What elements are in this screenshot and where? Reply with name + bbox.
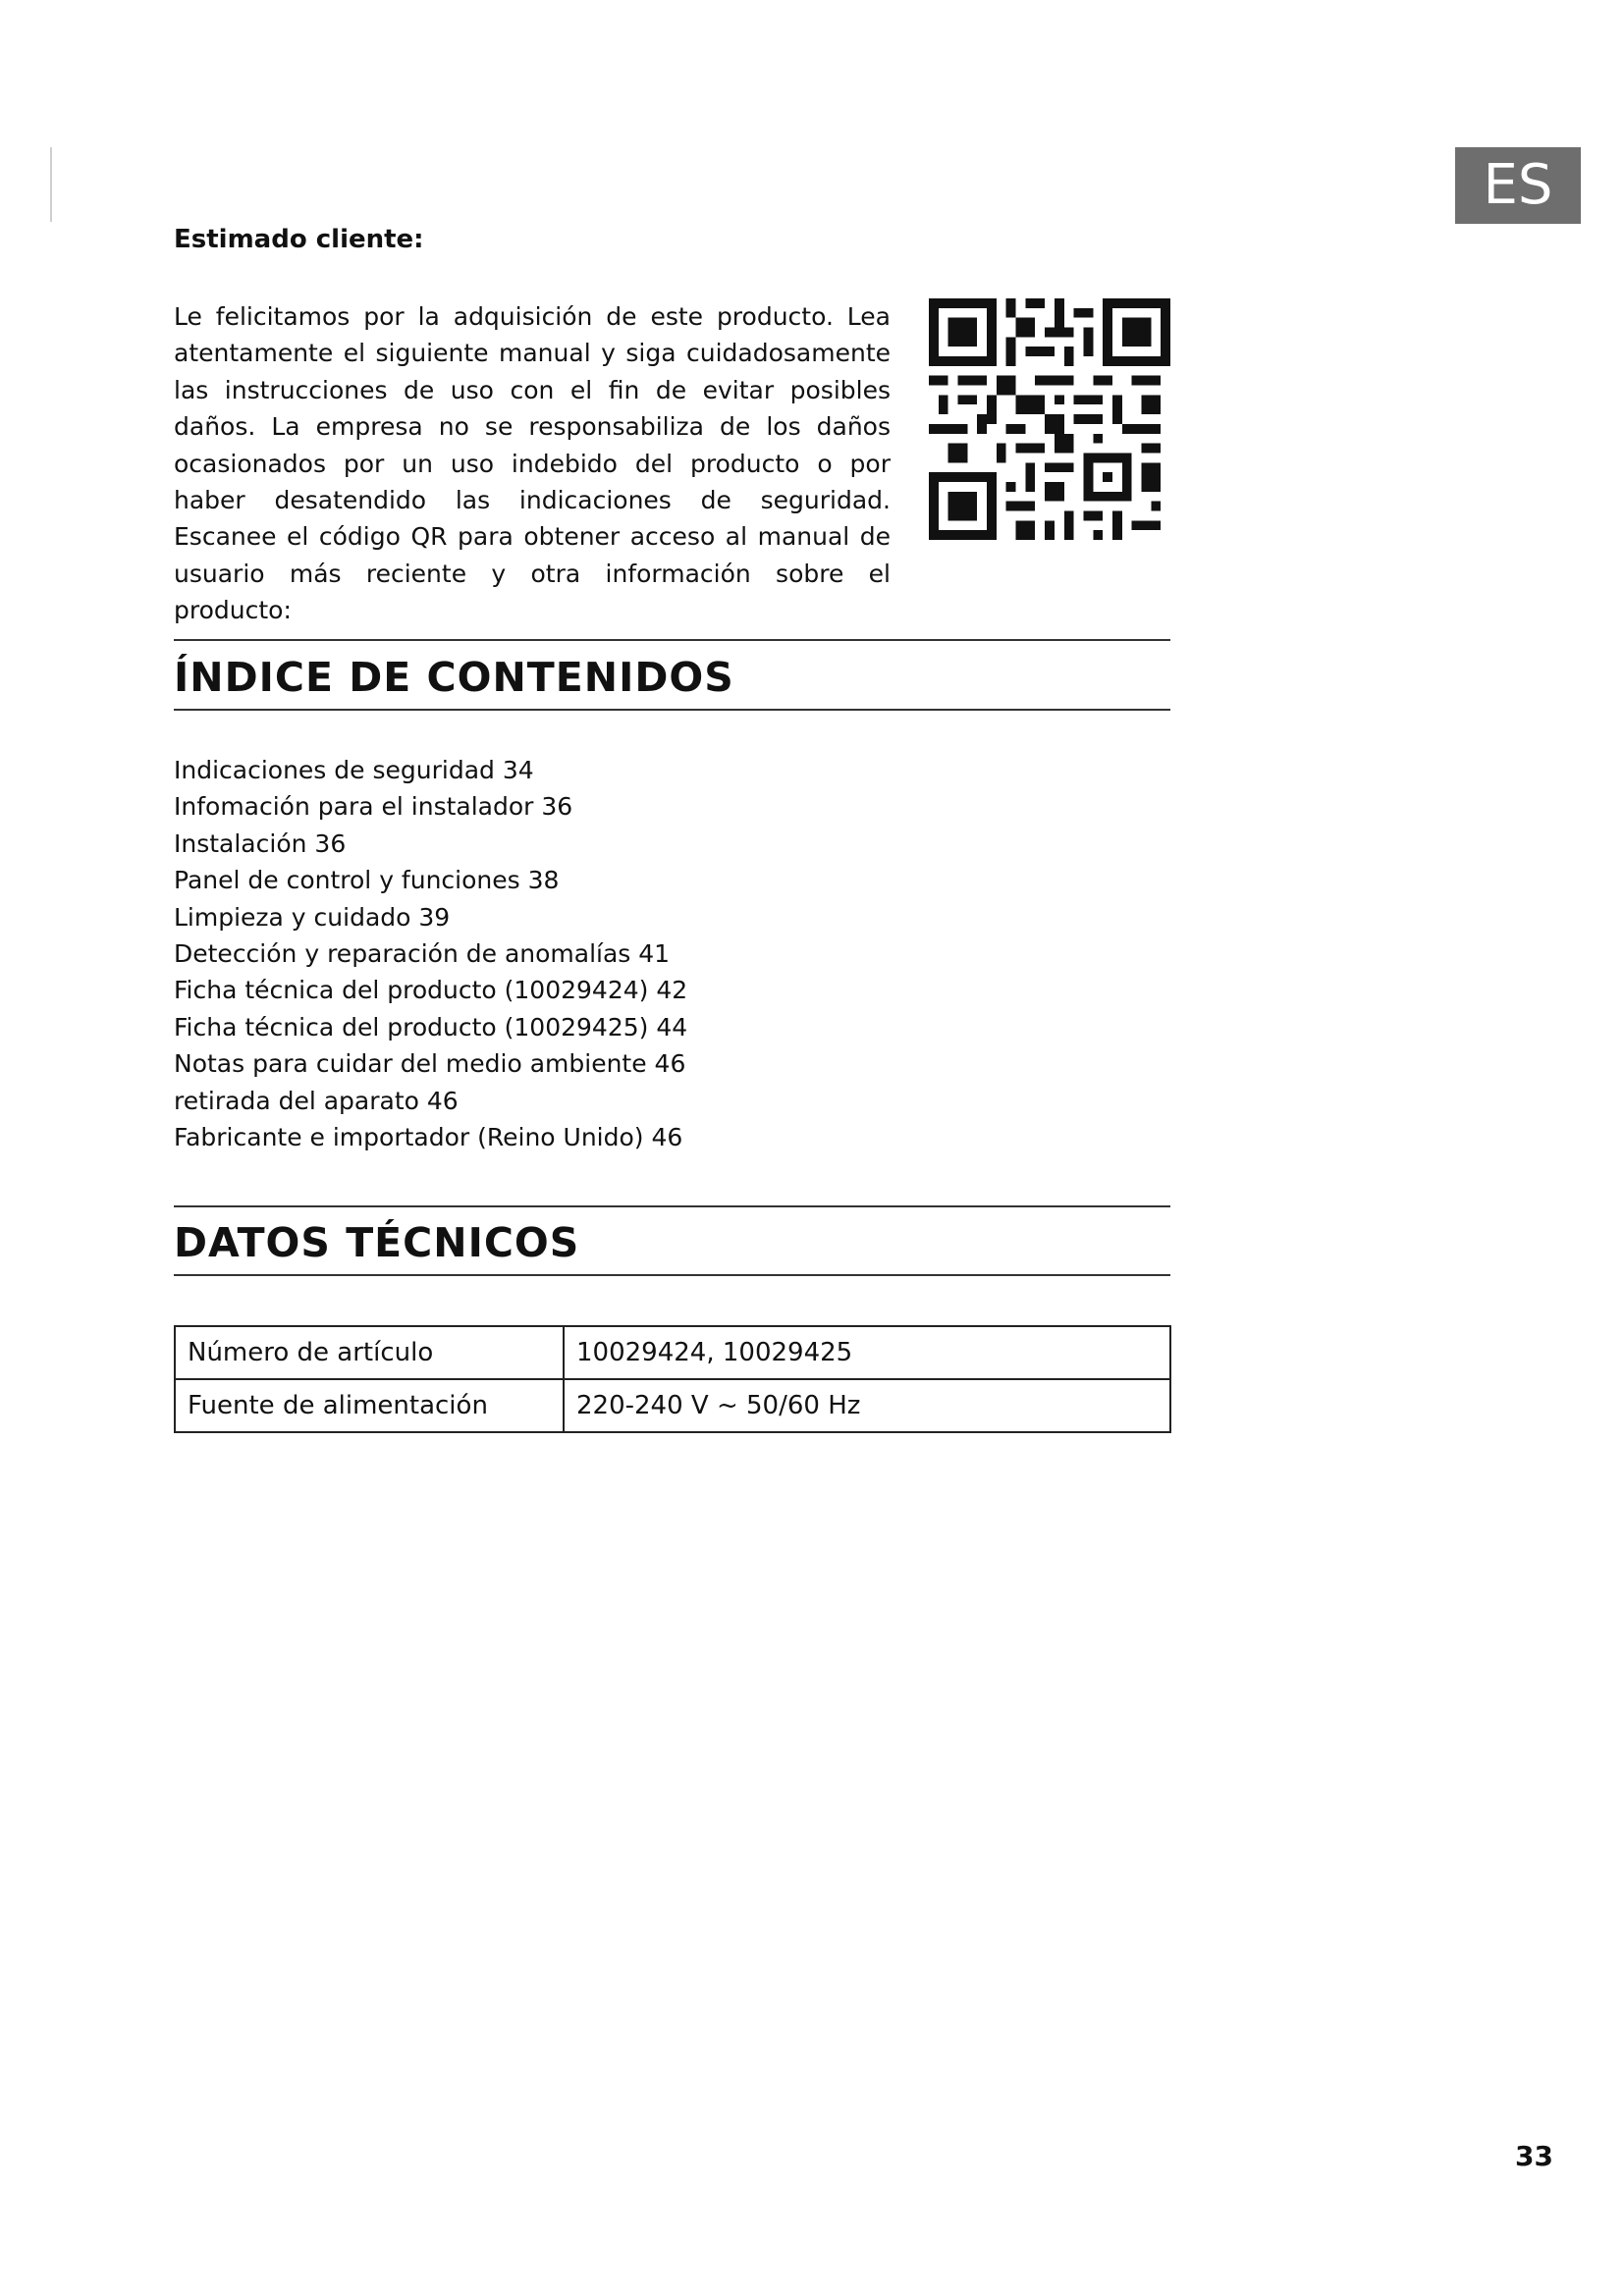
toc-item[interactable]: Panel de control y funciones 38 — [174, 866, 560, 895]
qr-code[interactable] — [929, 298, 1170, 540]
spec-label: Fuente de alimentación — [175, 1379, 564, 1432]
table-of-contents — [174, 752, 687, 1155]
spec-value: 220-240 V ~ 50/60 Hz — [564, 1379, 1170, 1432]
tech-data-table — [174, 1325, 1171, 1433]
section-rule-top — [174, 1205, 1170, 1207]
table-row — [175, 1379, 1170, 1432]
section-rule-top — [174, 639, 1170, 641]
intro-paragraph: Le felicitamos por la adquisición de este producto. Lea atentamente el siguiente manual y siga cuidadosamente las instrucciones de uso con el fin de evitar posibles daños. La empresa no se responsabiliza de los daños ocasionados por un uso indebido del producto o por haber desatendido las indicaciones de seguridad. Escanee el código QR para obtener acceso al manual de usuario más reciente y otra información sobre el producto: — [174, 302, 891, 625]
spec-label: Número de artículo — [175, 1326, 564, 1379]
greeting-heading: Estimado cliente: — [174, 225, 424, 254]
margin-marker — [50, 147, 52, 222]
section-rule-bottom — [174, 1274, 1170, 1276]
table-row — [175, 1326, 1170, 1379]
toc-title: ÍNDICE DE CONTENIDOS — [174, 654, 734, 701]
toc-item[interactable]: retirada del aparato 46 — [174, 1086, 459, 1115]
spec-value: 10029424, 10029425 — [564, 1326, 1170, 1379]
toc-item[interactable]: Instalación 36 — [174, 828, 347, 858]
page-number: 33 — [1515, 2140, 1553, 2172]
toc-item[interactable]: Notas para cuidar del medio ambiente 46 — [174, 1049, 686, 1079]
toc-item[interactable]: Ficha técnica del producto (10029424) 42 — [174, 976, 688, 1005]
toc-item[interactable]: Indicaciones de seguridad 34 — [174, 756, 534, 784]
toc-item[interactable]: Ficha técnica del producto (10029425) 44 — [174, 1012, 688, 1041]
language-tab: ES — [1455, 147, 1581, 224]
toc-item[interactable]: Detección y reparación de anomalías 41 — [174, 939, 671, 969]
toc-item[interactable]: Fabricante e importador (Reino Unido) 46 — [174, 1123, 683, 1152]
toc-item[interactable]: Infomación para el instalador 36 — [174, 792, 573, 822]
toc-item[interactable]: Limpieza y cuidado 39 — [174, 902, 451, 932]
tech-data-title: DATOS TÉCNICOS — [174, 1219, 580, 1266]
section-rule-bottom — [174, 709, 1170, 711]
